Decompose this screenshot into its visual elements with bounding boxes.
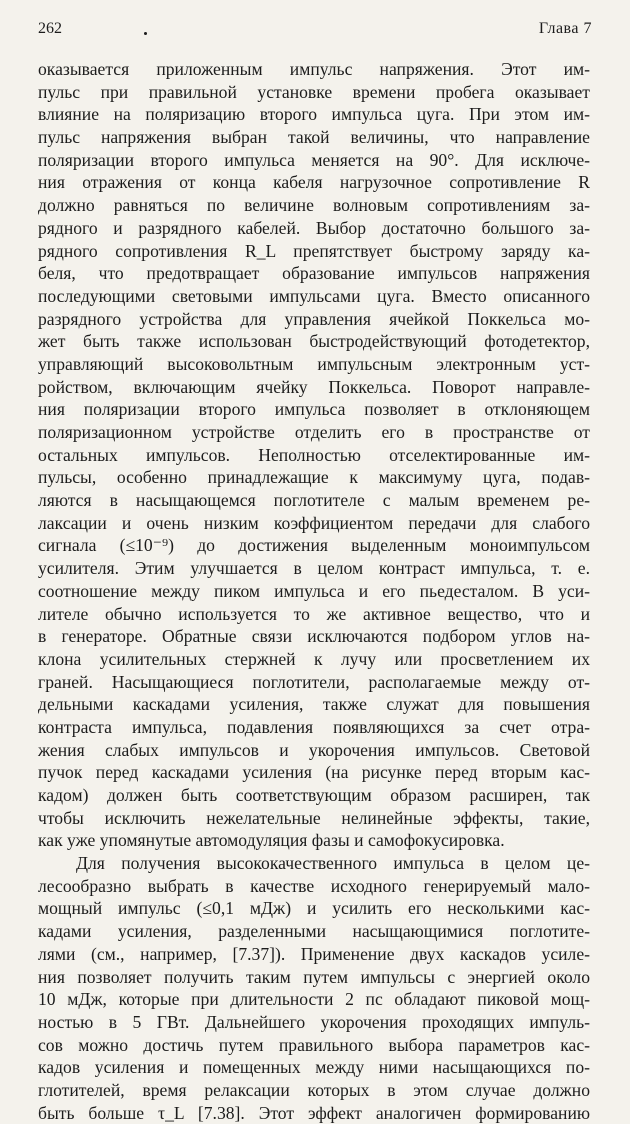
text-line: лями (см., например, [7.37]). Применение двух каскадов усиле- [38,943,590,964]
text-line: клона усилительных стержней к лучу или просветлением их [38,648,590,669]
text-line: в генераторе. Обратные связи исключаются подбором углов на- [38,626,590,647]
body-text [38,58,590,1124]
text-line: управляющий высоковольтным импульсным электронным уст- [38,353,590,374]
text-line: сов можно достичь путем правильного выбора параметров кас- [38,1034,590,1055]
text-line: сигнала (≤10⁻⁹) до достижения выделенным моноимпульсом [38,535,590,556]
text-line: ния поляризации второго импульса позволяет в отклоняющем [38,399,590,420]
text-line: дельными каскадами усиления, также служат для повышения [38,694,590,715]
text-line: усилителя. Этим улучшается в целом контраст импульса, т. е. [38,558,590,579]
print-speck [144,32,147,35]
text-line: контраста импульса, подавления появляющихся за счет отра- [38,716,590,737]
text-line: ляются в насыщающемся поглотителе с малым временем ре- [38,490,590,511]
text-line: лителе обычно используется то же активное вещество, что и [38,603,590,624]
text-line: лаксации и очень низким коэффициентом передачи для слабого [38,512,590,533]
text-line: пульсы, особенно принадлежащие к максимуму цуга, подав- [38,467,590,488]
text-line: пульс напряжения выбран такой величины, что направление [38,127,590,148]
text-line: ройством, включающим ячейку Поккельса. Поворот направле- [38,376,590,397]
text-line: пульс при правильной установке времени пробега оказывает [38,81,590,102]
text-line: лесообразно выбрать в качестве исходного генерируемый мало- [38,875,590,896]
text-line: быть больше τ_L [7.38]. Этот эффект аналогичен формированию [38,1102,590,1123]
text-line: жения слабых импульсов и укорочения импульсов. Световой [38,739,590,760]
text-line: кадами усиления, разделенными насыщающимися поглотите- [38,921,590,942]
text-line: кадов усиления и помещенных между ними насыщающихся по- [38,1057,590,1078]
text-line: беля, что предотвращает образование импульсов напряжения [38,263,590,284]
text-line: как уже упомянутые автомодуляция фазы и самофокусировка. [38,830,505,851]
text-line: рядного сопротивления R_L препятствует быстрому заряду ка- [38,240,590,261]
text-line: остальных импульсов. Неполностью отселектированные им- [38,444,590,465]
text-line: разрядного устройства для управления ячейкой Поккельса мо- [38,308,590,329]
text-line: глотителей, время релаксации которых в этом случае должно [38,1079,590,1100]
text-line: 10 мДж, которые при длительности 2 пс обладают пиковой мощ- [38,989,590,1010]
text-line: граней. Насыщающиеся поглотители, располагаемые между от- [38,671,590,692]
text-line: ния позволяет получить таким путем импульсы с энергией около [38,966,590,987]
text-line: должно равняться по величине волновым сопротивлениям за- [38,195,590,216]
text-line: кадом) должен быть соответствующим образом расширен, так [38,785,590,805]
text-line: чтобы исключить нежелательные нелинейные эффекты, такие, [38,807,590,828]
text-line: поляризационном устройстве отделить его в пространстве от [38,422,590,442]
text-line: оказывается приложенным импульс напряжения. Этот им- [38,59,590,79]
text-line: рядного и разрядного кабелей. Выбор достаточно большого за- [38,217,590,238]
text-line: ностью в 5 ГВт. Дальнейшего укорочения проходящих импуль- [38,1011,590,1032]
text-line: последующими световыми импульсами цуга. Вместо описанного [38,285,590,306]
text-line: пучок перед каскадами усиления (на рисунке перед вторым кас- [38,762,590,783]
text-line: поляризации второго импульса меняется на 90°. Для исключе- [38,149,590,170]
running-title: Глава 7 [538,20,592,37]
text-line: мощный импульс (≤0,1 мДж) и усилить его несколькими кас- [38,898,590,919]
text-line: ния отражения от конца кабеля нагрузочное сопротивление R [38,172,590,193]
text-line: жет быть также использован быстродействующий фотодетектор, [38,331,590,352]
page-number: 262 [38,20,62,37]
paragraph-first-line: Для получения высококачественного импульса в целом це- [76,853,590,874]
text-line: влияние на поляризацию второго импульса цуга. При этом им- [38,104,590,125]
text-line: соотношение между пиком импульса и его пьедесталом. В уси- [38,580,590,601]
page-header [38,20,592,42]
